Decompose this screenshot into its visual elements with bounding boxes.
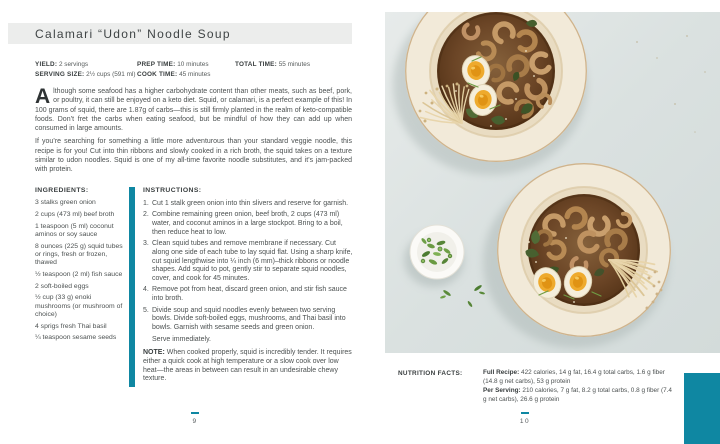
cook-time-value: 45 minutes [179,70,211,78]
ingredient-item: 4 sprigs fresh Thai basil [35,322,107,330]
serving-size-label: SERVING SIZE: [35,70,85,78]
total-time-label: TOTAL TIME: [235,61,277,68]
intro-paragraph-2: If you’re searching for something a little more adventurous than your standard veggie noodle, this recipe is for you! Cut into thin ribbons and slowly cooked in a rich broth, the squid takes on a texture similar to udon noodles. Squid is one of my all-time favorite noodle substitutes, and it’s jam-packed with protein. [35,138,352,174]
intro-text-1: lthough some seafood has a higher carbohydrate content than other meats, such as beef, pork, or poultry, it can still be enjoyed on a keto diet. Squid, or calamari, is a perfect example of this! In 100 grams of squid, there are 1.87g of carbs—this is still firmly planted in the realm of keto-compatible foods. Don’t fret the carbs when eating seafood, but be mindful of how they can add up when consumed in large amounts. [35,88,352,133]
nutrition-facts-label: NUTRITION FACTS: [398,370,463,377]
meta-yield-serving [35,60,136,79]
page-number-dash [521,412,529,414]
step-text: Remove pot from heat, discard green onion, and stir fish sauce into broth. [152,286,347,303]
instruction-step [143,211,353,237]
ingredients-list [35,199,128,342]
yield-label: YIELD: [35,61,58,68]
ingredient-item: ¼ teaspoon sesame seeds [35,334,117,342]
step-text: Divide soup and squid noodles evenly between two serving bowls. Divide soft-boiled eggs, mushrooms, and Thai basil into bowls. Garnish with sesame seeds and green onion. [152,306,346,332]
instruction-step [143,286,353,303]
nutrition-facts-values [483,368,675,404]
page-number-text: 10 [519,418,531,425]
instructions-list [143,200,353,333]
serving-size-value: 2½ cups (591 ml) [86,70,136,78]
ingredient-item: ½ teaspoon (2 ml) fish sauce [35,270,123,278]
ingredient-item: 2 soft-boiled eggs [35,282,89,290]
recipe-meta [35,60,352,84]
step-number: 1. [143,199,149,207]
instruction-step [143,200,353,209]
page-number-left [175,412,215,425]
per-serving-text: 210 calories, 7 g fat, 8.2 g total carbs, 0.8 g fiber (7.4 g net carbs), 26.6 g protein [483,387,672,403]
ingredient-item: 1 teaspoon (5 ml) coconut aminos or soy sauce [35,222,114,238]
drop-cap: A [35,85,51,108]
step-text: Cut 1 stalk green onion into thin slivers and reserve for garnish. [152,199,349,207]
meta-total [235,60,310,70]
ingredient-item: 3 stalks green onion [35,199,96,207]
prep-time-value: 10 minutes [177,61,209,68]
page-number-text: 9 [192,418,198,425]
cook-time-label: COOK TIME: [137,70,178,78]
meta-prep-cook [137,60,210,79]
recipe-title-bar [8,23,352,44]
total-time-value: 55 minutes [278,61,311,68]
step-text: Combine remaining green onion, beef broth, 2 cups (473 ml) water, and coconut aminos in a large stockpot. Bring to a boil, then reduce heat to low. [152,211,343,236]
page-number-right [505,412,545,425]
teal-corner-tab [684,373,720,444]
note-label: NOTE: [143,349,165,357]
ingredients-heading: INGREDIENTS: [35,187,89,194]
prep-time-label: PREP TIME: [137,61,176,68]
teal-column-divider [129,187,135,387]
food-photo [385,12,720,353]
ingredient-item: 2 cups (473 ml) beef broth [35,210,115,218]
recipe-intro [35,87,352,179]
full-recipe-text: 422 calories, 14 g fat, 16.4 g total carbs, 1.6 g fiber (14.8 g net carbs), 53 g protein [483,369,665,385]
intro-paragraph-1 [35,87,352,133]
step-number: 2. [143,211,149,219]
recipe-note [143,349,353,384]
instructions-heading: INSTRUCTIONS: [143,187,202,194]
full-recipe-label: Full Recipe: [483,369,520,376]
ingredient-item: ½ cup (33 g) enoki mushrooms (or mushroom of choice) [35,294,123,318]
note-text: When cooked properly, squid is incredibly tender. It requires either a quick cook at high temperature or a slow cook over low heat—the areas in between can result in an undesirable chewy texture. [143,349,352,383]
step-text: Clean squid tubes and remove membrane if necessary. Cut along one side of each tube to lay squid flat. Using a sharp knife, cut squid lengthwise into ¼ inch (6 mm)–thick ribbons or noodle shapes. Add squid to pot, gently stir to separate squid noodles, cover, and cook for 45 minutes. [152,240,353,282]
page-number-dash [191,412,199,414]
step-number: 4. [143,286,149,294]
ingredient-item: 8 ounces (225 g) squid tubes or rings, fresh or frozen, thawed [35,242,123,267]
serve-line: Serve immediately. [152,335,212,343]
instructions-section [143,187,353,384]
instruction-step [143,240,353,284]
per-serving-label: Per Serving: [483,387,521,394]
ingredients-section [35,187,128,346]
yield-value: 2 servings [58,61,89,68]
instruction-step [143,307,353,333]
page-title: Calamari “Udon” Noodle Soup [35,26,231,41]
step-number: 3. [143,240,149,248]
step-number: 5. [143,306,149,314]
